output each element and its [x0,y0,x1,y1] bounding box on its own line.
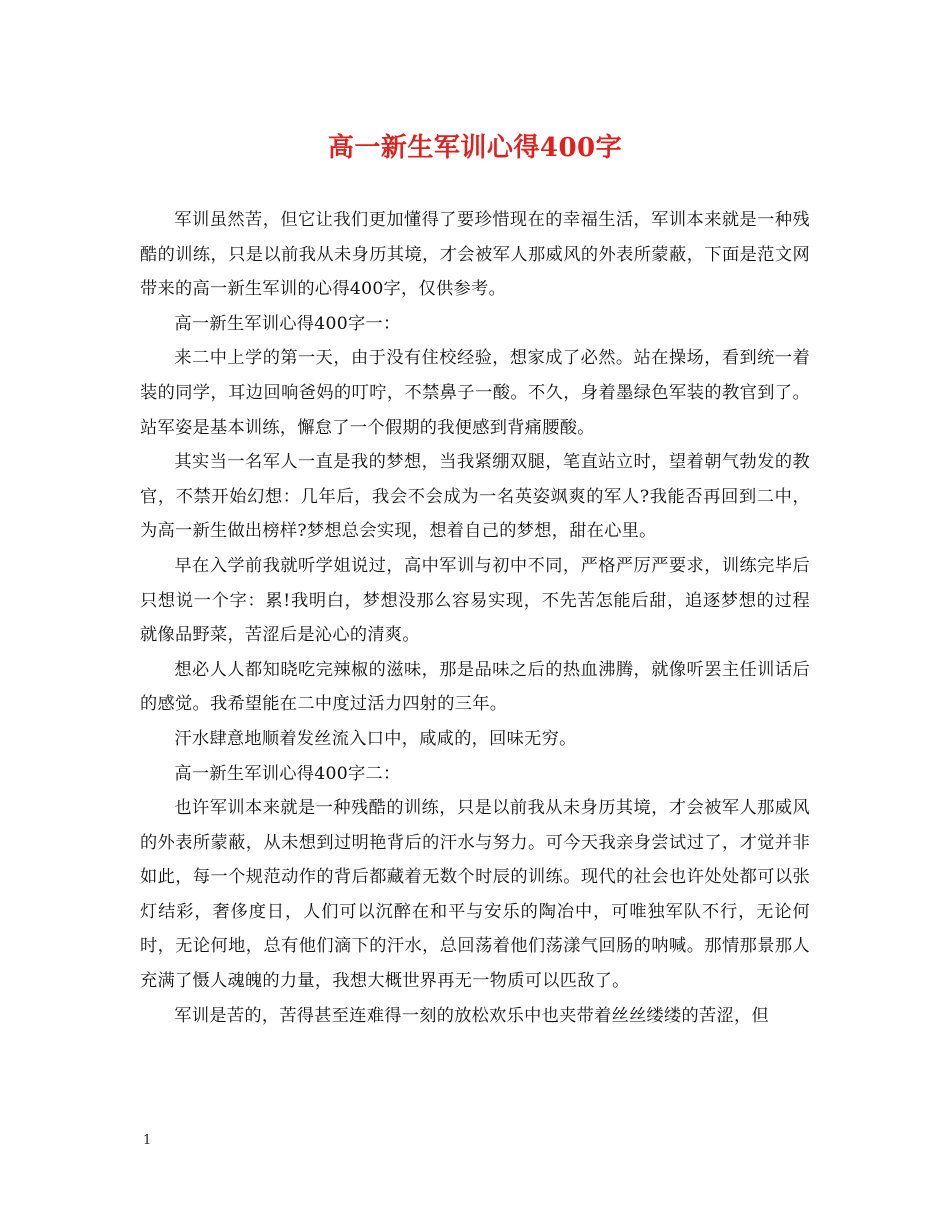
paragraph: 来二中上学的第一天，由于没有住校经验，想家成了必然。站在操场，看到统一着装的同学，耳边回响爸妈的叮咛，不禁鼻子一酸。不久，身着墨绿色军装的教官到了。站军姿是基本训练，懈怠了一个假期的我便感到背痛腰酸。 [140,348,810,438]
paragraph: 其实当一名军人一直是我的梦想，当我紧绷双腿，笔直站立时，望着朝气勃发的教官，不禁开始幻想：几年后，我会不会成为一名英姿飒爽的军人?我能否再回到二中，为高一新生做出榜样?梦想总会实现，想着自己的梦想，甜在心里。 [140,452,810,542]
paragraph: 想必人人都知晓吃完辣椒的滋味，那是品味之后的热血沸腾，就像听罢主任训话后的感觉。我希望能在二中度过活力四射的三年。 [140,659,810,715]
paragraph: 军训是苦的，苦得甚至连难得一刻的放松欢乐中也夹带着丝丝缕缕的苦涩，但 [174,1005,769,1026]
section-heading-one: 高一新生军训心得400字一： [174,313,401,334]
paragraph: 早在入学前我就听学姐说过，高中军训与初中不同，严格严厉严要求，训练完毕后只想说一个字：累!我明白，梦想没那么容易实现，不先苦怎能后甜，追逐梦想的过程就像品野菜，苦涩后是沁心的清爽。 [140,555,810,646]
page-title: 高一新生军训心得400字 [327,133,623,163]
section-heading-two: 高一新生军训心得400字二： [174,763,401,784]
paragraph: 汗水肆意地顺着发丝流入口中，咸咸的，回味无穷。 [174,728,577,749]
document-body [140,203,810,1033]
page-number: 1 [143,1133,152,1148]
paragraph: 也许军训本来就是一种残酷的训练，只是以前我从未身历其境，才会被军人那威风的外表所蒙蔽，从未想到过明艳背后的汗水与努力。可今天我亲身尝试过了，才觉并非如此，每一个规范动作的背后都藏着无数个时辰的训练。现代的社会也许处处都可以张灯结彩，奢侈度日，人们可以沉醉在和平与安乐的陶冶中，可唯独军队不行，无论何时，无论何地，总有他们滴下的汗水，总回荡着他们荡漾气回肠的呐喊。那情那景那人充满了慑人魂魄的力量，我想大概世界再无一物质可以匹敌了。 [140,798,810,992]
paragraph-intro: 军训虽然苦，但它让我们更加懂得了要珍惜现在的幸福生活，军训本来就是一种残酷的训练，只是以前我从未身历其境，才会被军人那威风的外表所蒙蔽，下面是范文网带来的高一新生军训的心得400字，仅供参考。 [140,210,810,300]
